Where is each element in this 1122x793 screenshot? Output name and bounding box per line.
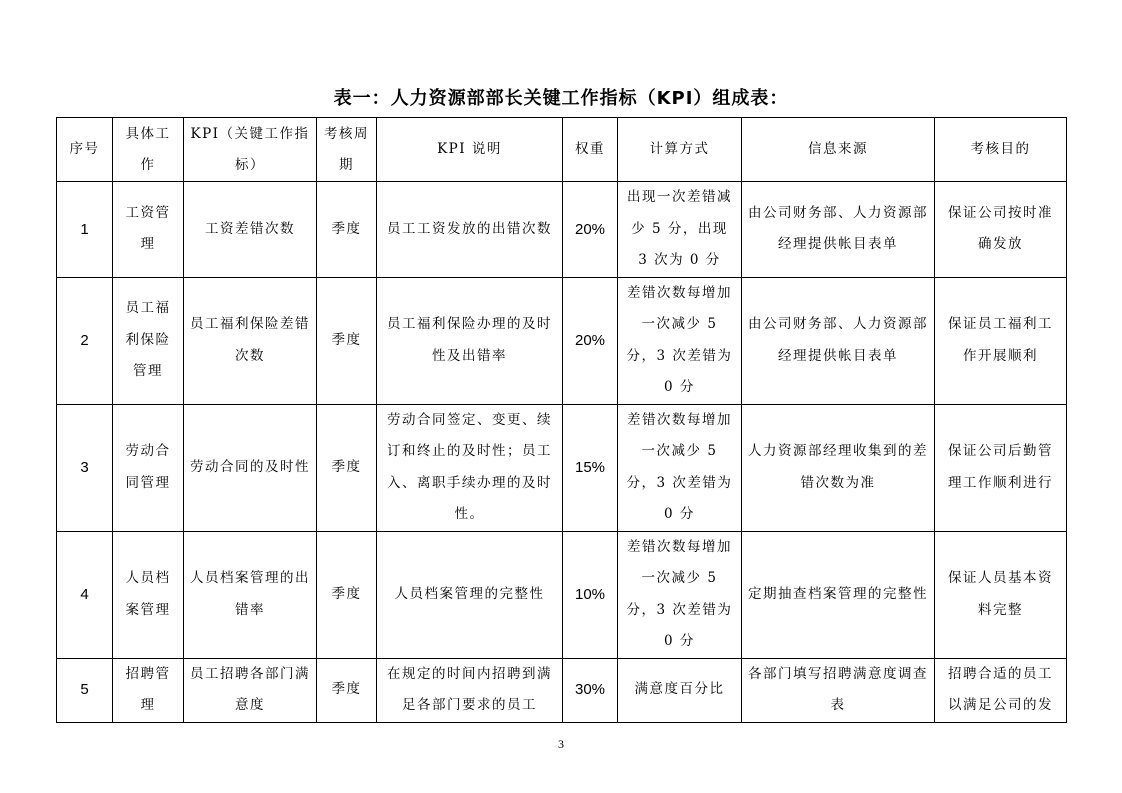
table-row: [57, 277, 1067, 404]
cell-calc: 满意度百分比: [618, 658, 742, 722]
cell-source: 由公司财务部、人力资源部经理提供帐目表单: [742, 182, 935, 278]
cell-no: 2: [57, 277, 113, 404]
cell-period: 季度: [317, 404, 377, 531]
cell-purpose: 保证公司后勤管理工作顺利进行: [935, 404, 1067, 531]
table-row: [57, 658, 1067, 722]
cell-work: 员工福利保险管理: [113, 277, 184, 404]
cell-work: 劳动合同管理: [113, 404, 184, 531]
cell-no: 3: [57, 404, 113, 531]
header-cell-work: 具体工作: [113, 118, 184, 182]
cell-no: 4: [57, 531, 113, 658]
cell-desc: 在规定的时间内招聘到满足各部门要求的员工: [377, 658, 563, 722]
cell-desc: 员工工资发放的出错次数: [377, 182, 563, 278]
document-title: 表一：人力资源部部长关键工作指标（KPI）组成表：: [333, 88, 789, 109]
cell-kpi: 工资差错次数: [184, 182, 317, 278]
cell-kpi: 劳动合同的及时性: [184, 404, 317, 531]
header-cell-desc: KPI 说明: [377, 118, 563, 182]
cell-period: 季度: [317, 182, 377, 278]
page-number: 3: [558, 737, 564, 751]
cell-desc: 员工福利保险办理的及时性及出错率: [377, 277, 563, 404]
cell-calc: 差错次数每增加一次减少 5 分，3 次差错为 0 分: [618, 531, 742, 658]
kpi-table: [56, 117, 1067, 723]
table-row: [57, 182, 1067, 278]
cell-no: 1: [57, 182, 113, 278]
table-row: [57, 531, 1067, 658]
cell-weight: 10%: [563, 531, 618, 658]
cell-source: 各部门填写招聘满意度调查表: [742, 658, 935, 722]
cell-calc: 差错次数每增加一次减少 5 分，3 次差错为 0 分: [618, 277, 742, 404]
header-cell-calc: 计算方式: [618, 118, 742, 182]
cell-purpose: 保证人员基本资料完整: [935, 531, 1067, 658]
cell-desc: 劳动合同签定、变更、续订和终止的及时性；员工入、离职手续办理的及时性。: [377, 404, 563, 531]
header-cell-weight: 权重: [563, 118, 618, 182]
cell-no: 5: [57, 658, 113, 722]
cell-purpose: 招聘合适的员工以满足公司的发: [935, 658, 1067, 722]
cell-purpose: 保证公司按时准确发放: [935, 182, 1067, 278]
cell-calc: 出现一次差错减少 5 分，出现 3 次为 0 分: [618, 182, 742, 278]
cell-work: 招聘管理: [113, 658, 184, 722]
cell-period: 季度: [317, 658, 377, 722]
cell-weight: 20%: [563, 182, 618, 278]
cell-calc: 差错次数每增加一次减少 5 分，3 次差错为 0 分: [618, 404, 742, 531]
cell-period: 季度: [317, 277, 377, 404]
header-cell-kpi: KPI（关键工作指标）: [184, 118, 317, 182]
cell-weight: 20%: [563, 277, 618, 404]
cell-source: 人力资源部经理收集到的差错次数为准: [742, 404, 935, 531]
table-row: [57, 404, 1067, 531]
cell-work: 人员档案管理: [113, 531, 184, 658]
cell-source: 定期抽查档案管理的完整性: [742, 531, 935, 658]
cell-kpi: 员工招聘各部门满意度: [184, 658, 317, 722]
cell-source: 由公司财务部、人力资源部经理提供帐目表单: [742, 277, 935, 404]
cell-weight: 15%: [563, 404, 618, 531]
cell-desc: 人员档案管理的完整性: [377, 531, 563, 658]
header-cell-purpose: 考核目的: [935, 118, 1067, 182]
cell-period: 季度: [317, 531, 377, 658]
cell-work: 工资管理: [113, 182, 184, 278]
header-cell-source: 信息来源: [742, 118, 935, 182]
cell-purpose: 保证员工福利工作开展顺利: [935, 277, 1067, 404]
header-cell-period: 考核周期: [317, 118, 377, 182]
cell-weight: 30%: [563, 658, 618, 722]
cell-kpi: 员工福利保险差错次数: [184, 277, 317, 404]
table-header-row: [57, 118, 1067, 182]
header-cell-no: 序号: [57, 118, 113, 182]
cell-kpi: 人员档案管理的出错率: [184, 531, 317, 658]
